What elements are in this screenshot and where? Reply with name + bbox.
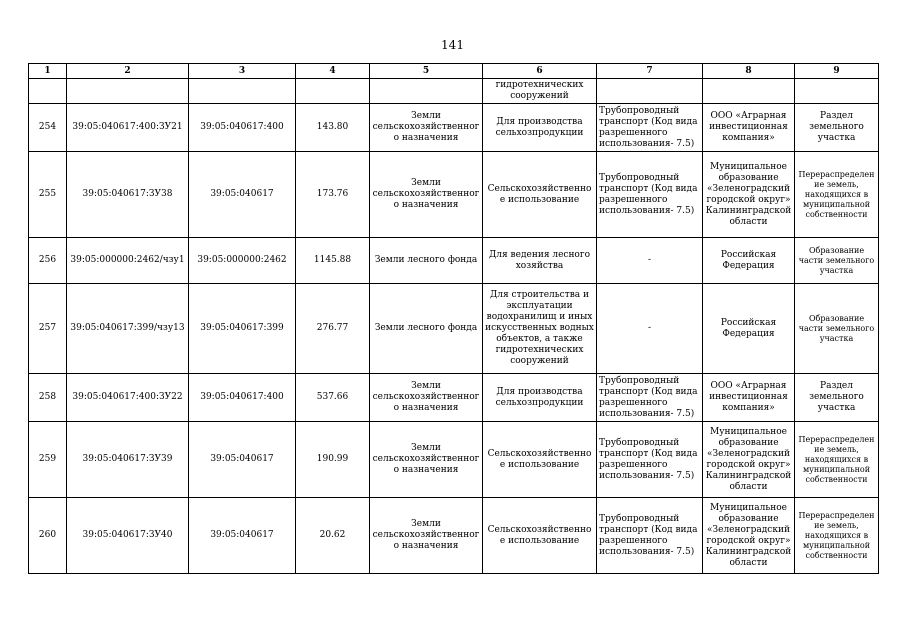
use-code: Трубопроводный транспорт (Код вида разрешенного использования- 7.5) <box>597 152 703 238</box>
col-header-1: 1 <box>29 64 67 79</box>
cadastral-number: 39:05:000000:2462/чзу1 <box>67 238 189 284</box>
land-plots-table <box>28 63 879 574</box>
table-row <box>29 284 879 374</box>
land-category: Земли лесного фонда <box>370 238 483 284</box>
area: 143.80 <box>296 104 370 152</box>
parent-cadastral: 39:05:040617:400 <box>189 374 296 422</box>
permitted-use: Сельскохозяйственное использование <box>483 498 597 574</box>
col-header-9: 9 <box>795 64 879 79</box>
owner: Российская Федерация <box>703 238 795 284</box>
owner: Российская Федерация <box>703 284 795 374</box>
owner: ООО «Аграрная инвестиционная компания» <box>703 104 795 152</box>
cadastral-number: 39:05:040617:400:ЗУ21 <box>67 104 189 152</box>
parent-cadastral: 39:05:000000:2462 <box>189 238 296 284</box>
table-row <box>29 104 879 152</box>
formation-method: Раздел земельного участка <box>795 374 879 422</box>
col-header-8: 8 <box>703 64 795 79</box>
row-number: 260 <box>29 498 67 574</box>
parent-cadastral: 39:05:040617 <box>189 498 296 574</box>
table-row <box>29 238 879 284</box>
formation-method: Образование части земельного участка <box>795 238 879 284</box>
col-header-6: 6 <box>483 64 597 79</box>
parent-cadastral: 39:05:040617:399 <box>189 284 296 374</box>
col-header-3: 3 <box>189 64 296 79</box>
row-number: 255 <box>29 152 67 238</box>
land-category: Земли сельскохозяйственного назначения <box>370 374 483 422</box>
permitted-use: Для строительства и эксплуатации водохранилищ и иных искусственных водных объектов, а также гидротехнических сооружений <box>483 284 597 374</box>
land-category: Земли сельскохозяйственного назначения <box>370 498 483 574</box>
owner: Муниципальное образование «Зеленоградский городской округ» Калининградской области <box>703 498 795 574</box>
cadastral-number: 39:05:040617:ЗУ38 <box>67 152 189 238</box>
use-code: Трубопроводный транспорт (Код вида разрешенного использования- 7.5) <box>597 374 703 422</box>
col-header-5: 5 <box>370 64 483 79</box>
parent-cadastral: 39:05:040617 <box>189 422 296 498</box>
table-row <box>29 152 879 238</box>
land-category: Земли сельскохозяйственного назначения <box>370 152 483 238</box>
area: 20.62 <box>296 498 370 574</box>
col-header-4: 4 <box>296 64 370 79</box>
row-number: 254 <box>29 104 67 152</box>
use-code: Трубопроводный транспорт (Код вида разрешенного использования- 7.5) <box>597 422 703 498</box>
table-row <box>29 422 879 498</box>
row-number: 257 <box>29 284 67 374</box>
land-category: Земли сельскохозяйственного назначения <box>370 422 483 498</box>
col-header-7: 7 <box>597 64 703 79</box>
header-row <box>29 64 879 79</box>
owner: Муниципальное образование «Зеленоградский городской округ» Калининградской области <box>703 422 795 498</box>
owner: ООО «Аграрная инвестиционная компания» <box>703 374 795 422</box>
use-code: - <box>597 284 703 374</box>
use-code: Трубопроводный транспорт (Код вида разрешенного использования- 7.5) <box>597 104 703 152</box>
land-category: Земли сельскохозяйственного назначения <box>370 104 483 152</box>
cadastral-number: 39:05:040617:400:ЗУ22 <box>67 374 189 422</box>
parent-cadastral: 39:05:040617:400 <box>189 104 296 152</box>
cadastral-number: 39:05:040617:ЗУ39 <box>67 422 189 498</box>
permitted-use: Для ведения лесного хозяйства <box>483 238 597 284</box>
cadastral-number: 39:05:040617:ЗУ40 <box>67 498 189 574</box>
row-number: 258 <box>29 374 67 422</box>
row-number: 256 <box>29 238 67 284</box>
permitted-use: Для производства сельхозпродукции <box>483 374 597 422</box>
use-code: - <box>597 238 703 284</box>
formation-method: Раздел земельного участка <box>795 104 879 152</box>
formation-method: Перераспределение земель, находящихся в муниципальной собственности <box>795 152 879 238</box>
row-number: 259 <box>29 422 67 498</box>
formation-method: Образование части земельного участка <box>795 284 879 374</box>
formation-method: Перераспределение земель, находящихся в муниципальной собственности <box>795 422 879 498</box>
permitted-use: Сельскохозяйственное использование <box>483 152 597 238</box>
area: 173.76 <box>296 152 370 238</box>
col-header-2: 2 <box>67 64 189 79</box>
cadastral-number: 39:05:040617:399/чзу13 <box>67 284 189 374</box>
owner: Муниципальное образование «Зеленоградский городской округ» Калининградской области <box>703 152 795 238</box>
table-row <box>29 498 879 574</box>
table-row <box>29 374 879 422</box>
area: 276.77 <box>296 284 370 374</box>
permitted-use: Для производства сельхозпродукции <box>483 104 597 152</box>
continuation-row <box>29 79 879 104</box>
area: 190.99 <box>296 422 370 498</box>
page-number: 141 <box>441 38 464 52</box>
land-category: Земли лесного фонда <box>370 284 483 374</box>
parent-cadastral: 39:05:040617 <box>189 152 296 238</box>
area: 537.66 <box>296 374 370 422</box>
permitted-use: Сельскохозяйственное использование <box>483 422 597 498</box>
formation-method: Перераспределение земель, находящихся в муниципальной собственности <box>795 498 879 574</box>
area: 1145.88 <box>296 238 370 284</box>
continuation-text: гидротехнических сооружений <box>483 79 597 104</box>
use-code: Трубопроводный транспорт (Код вида разрешенного использования- 7.5) <box>597 498 703 574</box>
